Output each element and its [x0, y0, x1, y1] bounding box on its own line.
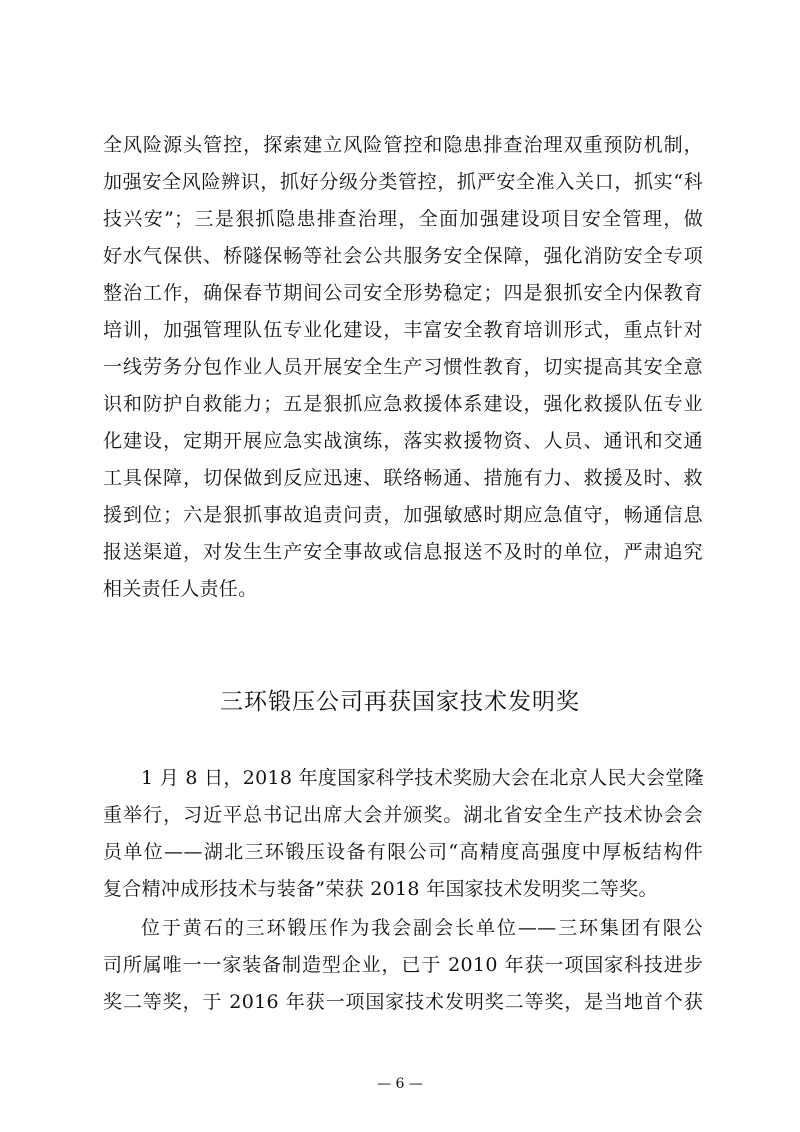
article-paragraph-2 — [103, 910, 703, 1021]
text-line: 一线劳务分包作业人员开展安全生产习惯性教育，切实提高其安全意 — [103, 356, 703, 378]
text-line: 奖二等奖，于 2016 年获一项国家技术发明奖二等奖，是当地首个获 — [103, 991, 703, 1013]
text-line: 报送渠道，对发生生产安全事故或信息报送不及时的单位，严肃追究 — [103, 541, 703, 563]
text-line: 整治工作，确保春节期间公司安全形势稳定；四是狠抓安全内保教育 — [103, 282, 703, 304]
text-line: 复合精冲成形技术与装备”荣获 2018 年国家技术发明奖二等奖。 — [103, 878, 658, 900]
text-line: 相关责任人责任。 — [103, 578, 258, 600]
text-line: 司所属唯一一家装备制造型企业，已于 2010 年获一项国家科技进步 — [103, 954, 703, 976]
text-line: 全风险源头管控，探索建立风险管控和隐患排查治理双重预防机制， — [103, 134, 703, 156]
text-line: 援到位；六是狠抓事故追责问责，加强敏感时期应急值守，畅通信息 — [103, 504, 703, 526]
text-line: 技兴安”；三是狠抓隐患排查治理，全面加强建设项目安全管理，做 — [103, 208, 703, 230]
text-line: 培训，加强管理队伍专业化建设，丰富安全教育培训形式，重点针对 — [103, 319, 703, 341]
page-number: — 6 — — [377, 1076, 423, 1092]
article-title: 三环锻压公司再获国家技术发明奖 — [220, 689, 580, 715]
text-line: 化建设，定期开展应急实战演练，落实救援物资、人员、通讯和交通 — [103, 430, 703, 452]
article-body — [103, 760, 703, 1023]
previous-article-continuation — [103, 127, 703, 608]
article-paragraph-1 — [103, 760, 703, 908]
text-line: 重举行，习近平总书记出席大会并颁奖。湖北省安全生产技术协会会 — [103, 804, 703, 826]
text-line: 员单位——湖北三环锻压设备有限公司“高精度高强度中厚板结构件 — [103, 841, 703, 863]
text-line: 1 月 8 日，2018 年度国家科学技术奖励大会在北京人民大会堂隆 — [141, 767, 704, 789]
text-line: 工具保障，切保做到反应迅速、联络畅通、措施有力、救援及时、救 — [103, 467, 703, 489]
text-line: 识和防护自救能力；五是狠抓应急救援体系建设，强化救援队伍专业 — [103, 393, 703, 415]
text-line: 位于黄石的三环锻压作为我会副会长单位——三环集团有限公 — [141, 917, 703, 939]
text-line: 好水气保供、桥隧保畅等社会公共服务安全保障，强化消防安全专项 — [103, 245, 703, 267]
text-line: 加强安全风险辨识，抓好分级分类管控，抓严安全准入关口，抓实“科 — [103, 171, 703, 193]
